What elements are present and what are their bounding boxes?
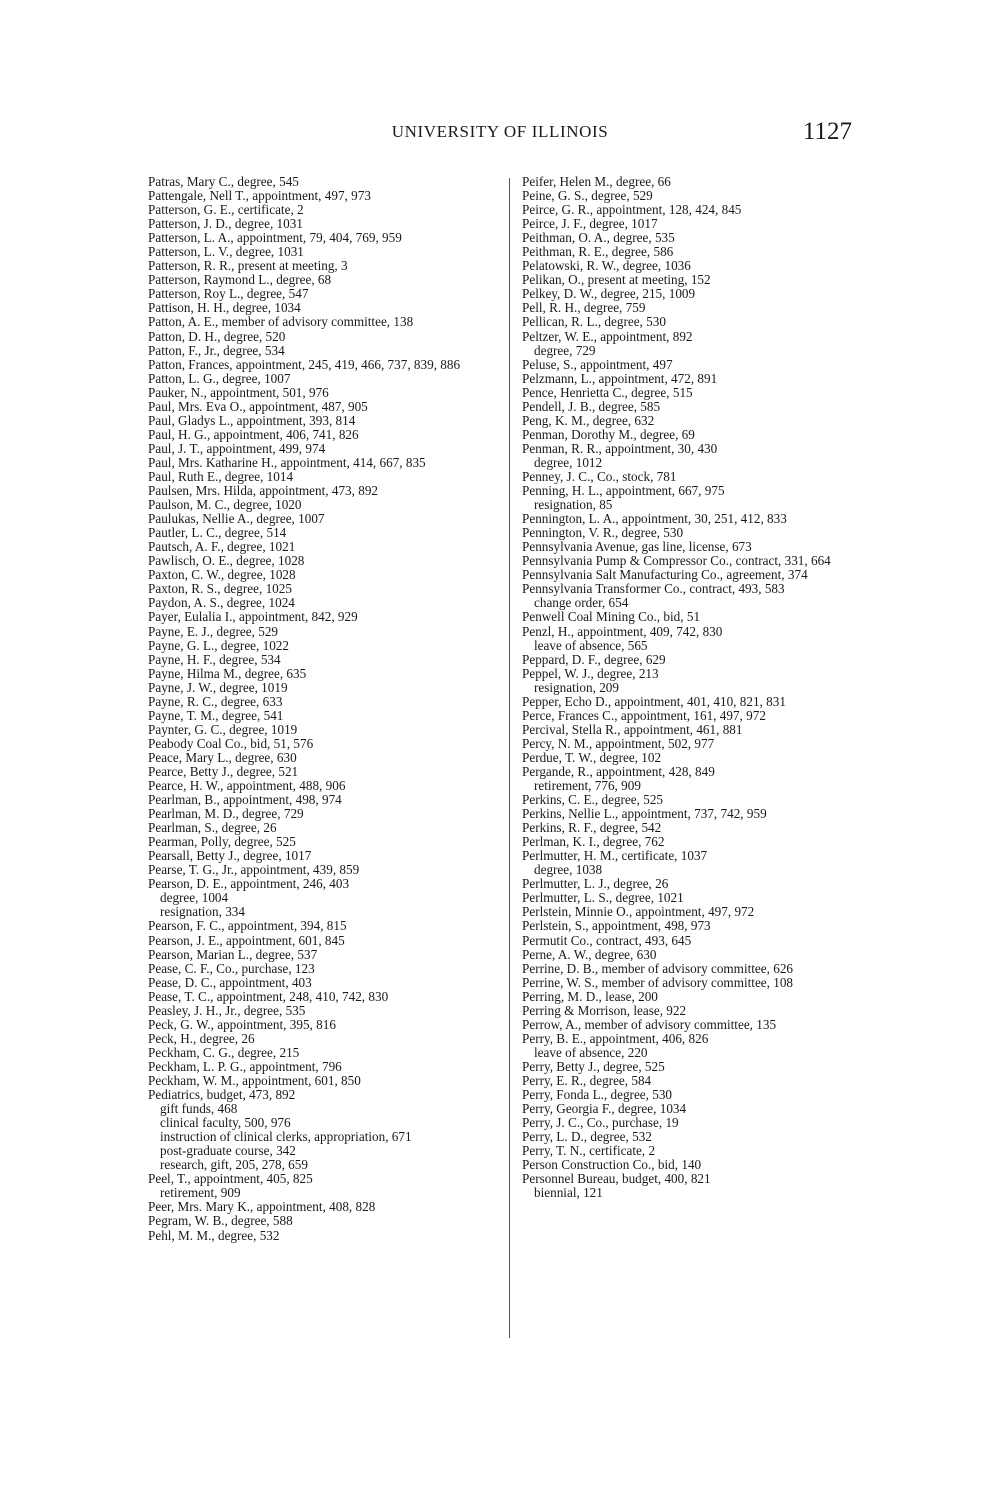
index-subentry: instruction of clinical clerks, appropriation, 671 (160, 1129, 412, 1145)
index-entry: Pediatrics, budget, 473, 892 (148, 1087, 296, 1103)
index-entry: Pearson, D. E., appointment, 246, 403 (148, 876, 350, 892)
index-entry: Perry, Fonda L., degree, 530 (522, 1087, 673, 1103)
index-entry: Peine, G. S., degree, 529 (522, 188, 653, 204)
index-entry: Perring & Morrison, lease, 922 (522, 1002, 687, 1018)
index-entry: Perry, T. N., certificate, 2 (522, 1143, 656, 1159)
index-entry: Perry, Betty J., degree, 525 (522, 1058, 665, 1074)
index-entry: Perry, E. R., degree, 584 (522, 1073, 652, 1088)
index-entry: Pattison, H. H., degree, 1034 (148, 300, 301, 316)
index-entry: Pearson, Marian L., degree, 537 (148, 946, 318, 962)
index-subentry: degree, 729 (534, 342, 596, 358)
index-entry: Payne, R. C., degree, 633 (148, 693, 283, 709)
index-subentry: resignation, 334 (160, 904, 245, 920)
index-entry: Perne, A. W., degree, 630 (522, 946, 657, 962)
index-entry: Penman, R. R., appointment, 30, 430 (522, 440, 718, 456)
index-entry: Perring, M. D., lease, 200 (522, 988, 658, 1004)
index-subentry: leave of absence, 565 (534, 637, 648, 653)
index-entry: Paul, H. G., appointment, 406, 741, 826 (148, 426, 359, 442)
index-entry: Perlmutter, L. J., degree, 26 (522, 876, 669, 892)
index-subentry: retirement, 909 (160, 1185, 241, 1201)
index-entry: Payne, E. J., degree, 529 (148, 623, 279, 639)
index-entry: Peckham, L. P. G., appointment, 796 (148, 1058, 342, 1074)
index-entry: Paul, Ruth E., degree, 1014 (148, 468, 294, 484)
index-entry: Pearce, H. W., appointment, 488, 906 (148, 778, 346, 794)
index-entry: Payne, G. L., degree, 1022 (148, 637, 289, 653)
index-entry: Pearlman, M. D., degree, 729 (148, 806, 304, 822)
index-entry: Pelikan, O., present at meeting, 152 (522, 272, 711, 288)
index-entry: Pearlman, S., degree, 26 (148, 820, 277, 836)
index-entry: Perkins, Nellie L., appointment, 737, 742, 959 (522, 806, 767, 822)
index-entry: Personnel Bureau, budget, 400, 821 (522, 1171, 711, 1187)
index-entry: Pennsylvania Salt Manufacturing Co., agreement, 374 (522, 567, 808, 583)
index-entry: Perrow, A., member of advisory committee, 135 (522, 1016, 777, 1032)
running-title: UNIVERSITY OF ILLINOIS (391, 122, 609, 141)
index-entry: Pearman, Polly, degree, 525 (148, 834, 296, 850)
index-entry: Payne, H. F., degree, 534 (148, 651, 281, 667)
index-entry: Penzl, H., appointment, 409, 742, 830 (522, 623, 723, 639)
index-entry: Payne, J. W., degree, 1019 (148, 679, 288, 695)
index-entry: Pelatowski, R. W., degree, 1036 (522, 258, 691, 274)
index-entry: Percival, Stella R., appointment, 461, 881 (522, 721, 743, 737)
index-entry: Pearce, Betty J., degree, 521 (148, 763, 299, 779)
index-entry: Paulukas, Nellie A., degree, 1007 (148, 511, 325, 527)
index-entry: Perlman, K. I., degree, 762 (522, 834, 665, 850)
index-subentry: resignation, 209 (534, 679, 619, 695)
index-entry: Penwell Coal Mining Co., bid, 51 (522, 609, 701, 625)
index-entry: Perlmutter, H. M., certificate, 1037 (522, 848, 708, 864)
index-entry: Pell, R. H., degree, 759 (522, 300, 646, 316)
index-entry: Patton, D. H., degree, 520 (148, 328, 286, 344)
page-number: 1127 (802, 118, 852, 145)
index-entry: Peltzer, W. E., appointment, 892 (522, 328, 693, 344)
index-entry: Peppard, D. F., degree, 629 (522, 651, 666, 667)
index-subentry: degree, 1004 (160, 890, 229, 906)
index-entry: Pease, C. F., Co., purchase, 123 (148, 960, 315, 976)
index-column-right (522, 175, 857, 1200)
index-entry: Paul, Mrs. Katharine H., appointment, 414, 667, 835 (148, 454, 426, 470)
index-subentry: retirement, 776, 909 (534, 778, 641, 794)
index-entry: Patterson, Raymond L., degree, 68 (148, 272, 332, 288)
index-entry: Perlstein, Minnie O., appointment, 497, 972 (522, 904, 755, 920)
index-entry: Perry, Georgia F., degree, 1034 (522, 1101, 687, 1117)
index-subentry: post-graduate course, 342 (160, 1143, 296, 1159)
index-entry: Payer, Eulalia I., appointment, 842, 929 (148, 609, 358, 625)
index-entry: Pennington, L. A., appointment, 30, 251, 412, 833 (522, 511, 787, 527)
index-entry: Pearse, T. G., Jr., appointment, 439, 859 (148, 862, 360, 878)
index-entry: Peabody Coal Co., bid, 51, 576 (148, 735, 314, 751)
index-entry: Perry, L. D., degree, 532 (522, 1129, 652, 1145)
index-entry: Paul, J. T., appointment, 499, 974 (148, 440, 326, 456)
index-entry: Pennsylvania Transformer Co., contract, 493, 583 (522, 581, 785, 597)
index-entry: Penney, J. C., Co., stock, 781 (522, 468, 677, 484)
column-divider (509, 178, 510, 1338)
index-entry: Peckham, W. M., appointment, 601, 850 (148, 1073, 361, 1088)
index-entry: Penning, H. L., appointment, 667, 975 (522, 483, 725, 499)
index-entry: Percy, N. M., appointment, 502, 977 (522, 735, 715, 751)
index-entry: Perry, B. E., appointment, 406, 826 (522, 1030, 709, 1046)
index-entry: Peck, G. W., appointment, 395, 816 (148, 1016, 336, 1032)
index-entry: Patras, Mary C., degree, 545 (148, 174, 299, 189)
index-entry: Pawlisch, O. E., degree, 1028 (148, 553, 305, 569)
index-subentry: change order, 654 (534, 595, 629, 611)
index-entry: Paulson, M. C., degree, 1020 (148, 497, 302, 513)
page-header (148, 118, 852, 148)
index-entry: Perlstein, S., appointment, 498, 973 (522, 918, 711, 934)
index-entry: Pennsylvania Avenue, gas line, license, 673 (522, 539, 752, 555)
index-entry: Peppel, W. J., degree, 213 (522, 665, 659, 681)
index-entry: Patton, L. G., degree, 1007 (148, 370, 291, 386)
index-entry: Pellican, R. L., degree, 530 (522, 314, 666, 330)
index-subentry: clinical faculty, 500, 976 (160, 1115, 291, 1131)
index-entry: Peer, Mrs. Mary K., appointment, 408, 828 (148, 1199, 376, 1215)
index-entry: Pautsch, A. F., degree, 1021 (148, 539, 296, 555)
index-entry: Perce, Frances C., appointment, 161, 497, 972 (522, 707, 766, 723)
index-entry: Perdue, T. W., degree, 102 (522, 749, 662, 765)
index-entry: Peckham, C. G., degree, 215 (148, 1044, 300, 1060)
index-entry: Pearson, J. E., appointment, 601, 845 (148, 932, 345, 948)
index-entry: Peck, H., degree, 26 (148, 1030, 255, 1046)
index-entry: Paul, Gladys L., appointment, 393, 814 (148, 412, 356, 428)
index-entry: Perry, J. C., Co., purchase, 19 (522, 1115, 679, 1131)
index-entry: Pence, Henrietta C., degree, 515 (522, 384, 693, 400)
index-entry: Patterson, L. V., degree, 1031 (148, 244, 304, 260)
index-entry: Paxton, R. S., degree, 1025 (148, 581, 292, 597)
index-subentry: degree, 1012 (534, 454, 603, 470)
index-entry: Pelzmann, L., appointment, 472, 891 (522, 370, 718, 386)
index-entry: Paxton, C. W., degree, 1028 (148, 567, 296, 583)
index-entry: Peithman, R. E., degree, 586 (522, 244, 674, 260)
index-entry: Pautler, L. C., degree, 514 (148, 525, 287, 541)
index-entry: Penman, Dorothy M., degree, 69 (522, 426, 695, 442)
index-entry: Pelkey, D. W., degree, 215, 1009 (522, 286, 696, 302)
index-entry: Payne, Hilma M., degree, 635 (148, 665, 307, 681)
index-entry: Person Construction Co., bid, 140 (522, 1157, 702, 1173)
index-subentry: resignation, 85 (534, 497, 613, 513)
index-entry: Pepper, Echo D., appointment, 401, 410, 821, 831 (522, 693, 786, 709)
index-entry: Patterson, G. E., certificate, 2 (148, 202, 304, 218)
index-entry: Peirce, J. F., degree, 1017 (522, 216, 658, 232)
index-entry: Patton, Frances, appointment, 245, 419, 466, 737, 839, 886 (148, 356, 461, 372)
index-entry: Peng, K. M., degree, 632 (522, 412, 655, 428)
index-entry: Peluse, S., appointment, 497 (522, 356, 673, 372)
index-entry: Pergande, R., appointment, 428, 849 (522, 763, 715, 779)
index-subentry: degree, 1038 (534, 862, 603, 878)
index-entry: Pearson, F. C., appointment, 394, 815 (148, 918, 347, 934)
index-subentry: research, gift, 205, 278, 659 (160, 1157, 308, 1173)
index-entry: Pearsall, Betty J., degree, 1017 (148, 848, 312, 864)
index-entry: Patton, F., Jr., degree, 534 (148, 342, 285, 358)
index-entry: Paul, Mrs. Eva O., appointment, 487, 905 (148, 398, 368, 414)
index-entry: Paulsen, Mrs. Hilda, appointment, 473, 892 (148, 483, 379, 499)
index-entry: Pendell, J. B., degree, 585 (522, 398, 661, 414)
index-entry: Pattengale, Nell T., appointment, 497, 973 (148, 188, 371, 204)
index-entry: Pease, D. C., appointment, 403 (148, 974, 312, 990)
index-entry: Pauker, N., appointment, 501, 976 (148, 384, 329, 400)
index-entry: Patton, A. E., member of advisory committee, 138 (148, 314, 414, 330)
index-entry: Perrine, W. S., member of advisory committee, 108 (522, 974, 794, 990)
index-entry: Pearlman, B., appointment, 498, 974 (148, 792, 342, 808)
index-entry: Pennsylvania Pump & Compressor Co., contract, 331, 664 (522, 553, 831, 569)
index-entry: Pease, T. C., appointment, 248, 410, 742, 830 (148, 988, 389, 1004)
index-entry: Perkins, R. F., degree, 542 (522, 820, 662, 836)
index-entry: Patterson, R. R., present at meeting, 3 (148, 258, 348, 274)
index-entry: Paydon, A. S., degree, 1024 (148, 595, 295, 611)
index-subentry: biennial, 121 (534, 1185, 603, 1201)
index-entry: Peifer, Helen M., degree, 66 (522, 174, 671, 189)
index-entry: Patterson, L. A., appointment, 79, 404, 769, 959 (148, 230, 402, 246)
index-entry: Patterson, Roy L., degree, 547 (148, 286, 309, 302)
index-entry: Perlmutter, L. S., degree, 1021 (522, 890, 684, 906)
index-subentry: gift funds, 468 (160, 1101, 238, 1117)
index-column-left (148, 175, 483, 1243)
index-entry: Peithman, O. A., degree, 535 (522, 230, 675, 246)
index-entry: Peel, T., appointment, 405, 825 (148, 1171, 313, 1187)
index-entry: Pennington, V. R., degree, 530 (522, 525, 684, 541)
index-entry: Pegram, W. B., degree, 588 (148, 1213, 293, 1229)
index-entry: Peasley, J. H., Jr., degree, 535 (148, 1002, 306, 1018)
index-entry: Paynter, G. C., degree, 1019 (148, 721, 298, 737)
index-entry: Payne, T. M., degree, 541 (148, 707, 284, 723)
index-entry: Peace, Mary L., degree, 630 (148, 749, 297, 765)
index-entry: Patterson, J. D., degree, 1031 (148, 216, 303, 232)
index-entry: Permutit Co., contract, 493, 645 (522, 932, 692, 948)
index-entry: Peirce, G. R., appointment, 128, 424, 845 (522, 202, 742, 218)
index-entry: Perkins, C. E., degree, 525 (522, 792, 664, 808)
index-entry: Perrine, D. B., member of advisory committee, 626 (522, 960, 794, 976)
index-entry: Pehl, M. M., degree, 532 (148, 1227, 280, 1243)
index-subentry: leave of absence, 220 (534, 1044, 648, 1060)
